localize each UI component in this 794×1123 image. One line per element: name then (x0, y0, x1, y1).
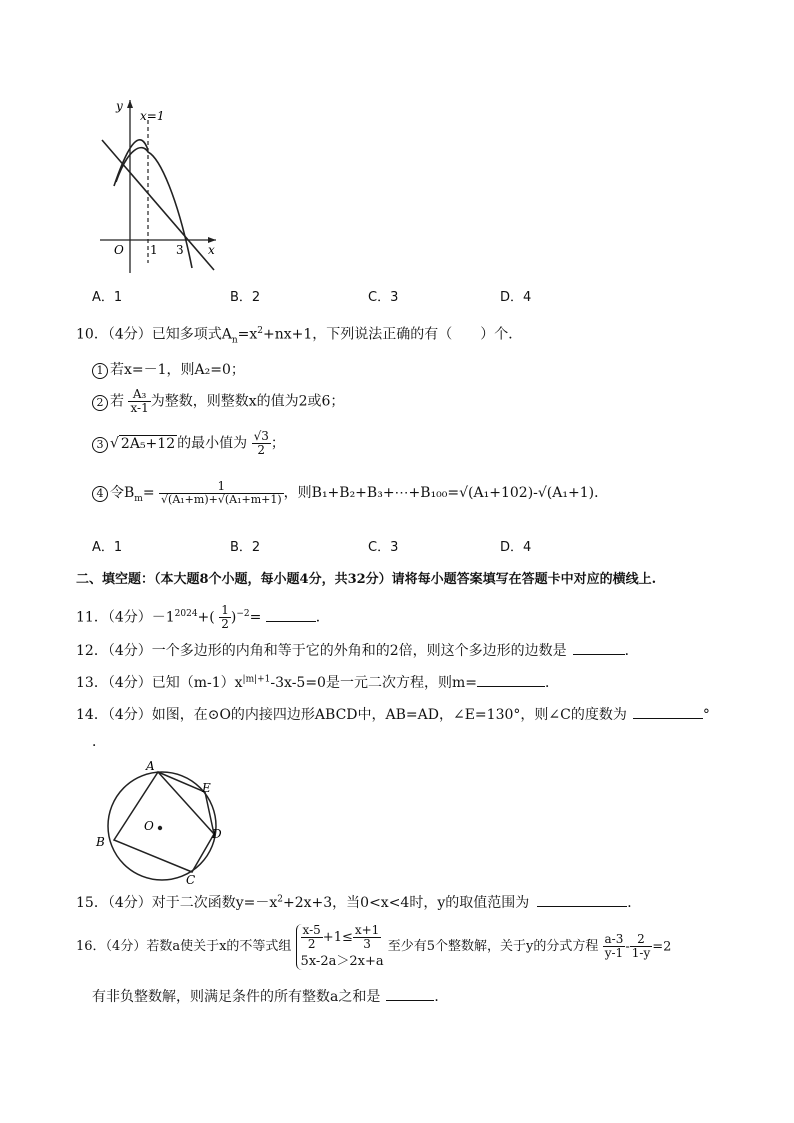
circled-3-icon: 3 (92, 437, 108, 453)
q15: 15．（4分）对于二次函数$y=-x^2+2x+3$，当0<x<4时，y的取值范围为 ． (76, 894, 642, 911)
graph-x-label: x (208, 243, 215, 257)
graph-y-label: y (116, 99, 123, 113)
q10-statement-3: 3 √ 2A₅+12 的最小值为 $\frac{√3}{2}$ ； (92, 430, 285, 457)
q14-answer-blank[interactable] (633, 706, 703, 719)
q14-period: ． (92, 734, 106, 750)
q10-option-c: C．3 (368, 540, 399, 555)
q10-statement-4: 4 令$B_m=$ $\frac{1}{\text{√(A₁+m)+√(A₁+m+1)}}$ ，则B₁+B₂+B₃+⋯+B₁₀₀=√(A₁+102)-√(A₁+1)． (92, 480, 608, 506)
q15-answer-blank[interactable] (537, 894, 627, 907)
q14: 14．（4分）如图，在⊙O的内接四边形ABCD中，AB=AD，∠E=130°，则∠C的度数为 ° (76, 707, 710, 723)
q9-option-a: A．1 (92, 290, 123, 305)
circled-1-icon: 1 (92, 363, 108, 379)
label-a: A (146, 759, 155, 773)
label-c: C (186, 873, 196, 886)
label-o: O (144, 819, 154, 833)
graph-tick-1: 1 (150, 243, 158, 257)
q10-statement-1: 1 若x=－1，则A₂=0； (92, 362, 245, 379)
q9-option-c: C．3 (368, 290, 399, 305)
circled-4-icon: 4 (92, 486, 108, 502)
q13: 13．（4分）已知$(m-1)x^{|m|+1}-3x-5=0$是一元二次方程，则m= ． (76, 674, 559, 691)
graph-tick-3: 3 (176, 243, 184, 257)
q10-option-d: D．4 (500, 540, 532, 555)
q11: 11．（4分）$-1^{2024}+$( $\frac{1}{2}$ )$^{-2}$= ． (76, 603, 330, 632)
label-d: D (212, 827, 222, 841)
graph-origin-label: O (114, 243, 124, 257)
q9-option-b: B．2 (230, 290, 261, 305)
q16-answer-blank[interactable] (386, 988, 434, 1001)
section-2-heading: 二、填空题：（本大题8个小题，每小题4分，共32分）请将每小题答案填写在答题卡中对应的横线上. (76, 572, 657, 587)
label-e: E (202, 781, 211, 795)
q11-answer-blank[interactable] (266, 609, 316, 622)
label-b: B (96, 835, 105, 849)
circled-2-icon: 2 (92, 395, 108, 411)
q16-line2: 有非负整数解，则满足条件的所有整数a之和是 ． (92, 989, 449, 1005)
circle-figure (90, 758, 230, 886)
q9-option-d: D．4 (500, 290, 532, 305)
q12-answer-blank[interactable] (573, 642, 625, 655)
q10-option-a: A．1 (92, 540, 123, 555)
q13-answer-blank[interactable] (477, 674, 545, 687)
graph-x1-label: x=1 (140, 109, 165, 123)
q10-statement-2: 2 若 $\frac{\text{A₃}}{x-1}$ 为整数，则整数x的值为2或6； (92, 388, 344, 415)
q10-stem: 10．（4分）已知多项式$A_n=x^2+nx+1$，下列说法正确的有（ ）个． (76, 326, 523, 346)
q10-option-b: B．2 (230, 540, 261, 555)
parabola-graph (92, 98, 222, 278)
q12: 12．（4分）一个多边形的内角和等于它的外角和的2倍，则这个多边形的边数是 ． (76, 643, 639, 659)
q16: 16．（4分）若数a使关于x的不等式组 $\frac{x-5}{2}$ +1≤ $\frac{x+1}{3}$ 5x-2a＞2x+a 至少有5个整数解，关于y的分式方程 $\frac{a-3}{y-1}$ - $\frac{2}{1-y}$ =2 (76, 923, 672, 970)
